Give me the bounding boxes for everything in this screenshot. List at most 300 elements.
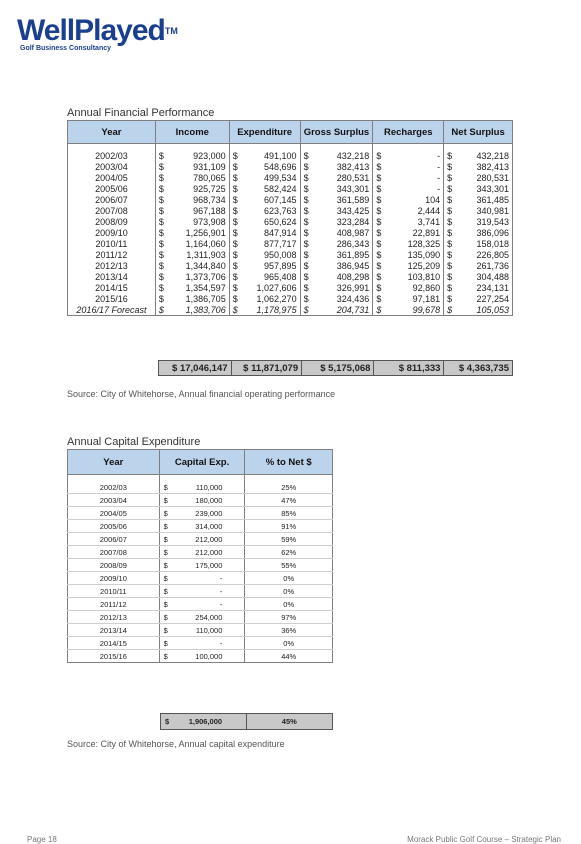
value-cell	[444, 150, 513, 161]
year-cell: 2007/08	[68, 546, 160, 559]
value-text: 382,413	[336, 161, 370, 172]
value-text: -	[437, 172, 441, 183]
value-text: 234,131	[476, 282, 509, 293]
value-text: 965,408	[264, 271, 297, 282]
value-cell	[373, 282, 444, 293]
value-text: 304,488	[476, 271, 509, 282]
logo-trademark: TM	[164, 26, 178, 36]
value-text: -	[437, 183, 441, 194]
table-row	[68, 161, 513, 172]
table-row	[68, 598, 333, 611]
table-row	[68, 637, 333, 650]
capital-value-cell	[159, 546, 245, 559]
value-text: 1,062,270	[256, 293, 297, 304]
currency-symbol: $	[447, 150, 453, 161]
percent-cell: 62%	[245, 546, 333, 559]
value-text: 408,298	[336, 271, 370, 282]
currency-symbol: $	[447, 227, 453, 238]
value-text: 432,218	[476, 150, 509, 161]
value-text: 968,734	[193, 194, 226, 205]
year-cell: 2010/11	[68, 238, 156, 249]
value-cell	[229, 205, 300, 216]
year-cell: 2004/05	[68, 507, 160, 520]
logo-wordmark: WellPlayed	[17, 14, 165, 47]
capital-total-amount: $ 1,906,000	[161, 714, 247, 730]
currency-symbol: $	[303, 271, 309, 282]
capital-value-cell	[159, 520, 245, 533]
capital-header-row	[68, 450, 333, 475]
capital-value-cell	[159, 494, 245, 507]
capital-value-cell	[159, 637, 245, 650]
value-cell	[229, 161, 300, 172]
value-cell	[444, 293, 513, 304]
currency-symbol: $	[303, 227, 309, 238]
value-cell	[300, 282, 373, 293]
value-cell	[373, 271, 444, 282]
currency-symbol: $	[158, 227, 164, 238]
capital-value-cell	[159, 559, 245, 572]
value-text: -	[437, 161, 441, 172]
capital-value-cell	[159, 533, 245, 546]
value-text: 340,981	[476, 205, 509, 216]
value-text: 135,090	[407, 249, 441, 260]
currency-symbol: $	[158, 150, 164, 161]
currency-symbol: $	[376, 216, 382, 227]
value-cell	[229, 271, 300, 282]
wellplayed-logo	[17, 16, 178, 52]
value-text: 104	[425, 194, 441, 205]
value-cell	[373, 293, 444, 304]
currency-symbol: $	[158, 249, 164, 260]
currency-symbol: $	[447, 216, 453, 227]
currency-symbol: $	[158, 282, 164, 293]
currency-symbol: $	[447, 205, 453, 216]
value-text: 1,178,975	[256, 304, 297, 315]
value-text: 1,386,705	[185, 293, 226, 304]
value-cell	[373, 205, 444, 216]
value-cell	[229, 282, 300, 293]
currency-symbol: $	[447, 183, 453, 194]
value-text: 280,531	[476, 172, 509, 183]
value-cell	[229, 194, 300, 205]
capital-value-cell	[159, 507, 245, 520]
capital-totals-row	[160, 713, 333, 730]
table-row	[68, 585, 333, 598]
value-text: 623,763	[264, 205, 297, 216]
value-text: -	[219, 586, 223, 596]
value-text: 100,000	[195, 651, 223, 661]
financial-totals-row	[158, 360, 513, 376]
currency-symbol: $	[163, 599, 168, 609]
currency-symbol: $	[163, 573, 168, 583]
currency-symbol: $	[303, 183, 309, 194]
value-cell	[373, 260, 444, 271]
column-header: Year	[68, 121, 156, 144]
value-cell	[155, 282, 229, 293]
value-text: 323,284	[336, 216, 370, 227]
value-text: 343,301	[336, 183, 370, 194]
percent-cell: 0%	[245, 637, 333, 650]
year-cell: 2009/10	[68, 227, 156, 238]
value-text: 110,000	[195, 625, 223, 635]
currency-symbol: $	[163, 560, 168, 570]
currency-symbol: $	[376, 238, 382, 249]
value-cell	[229, 293, 300, 304]
value-text: 432,218	[336, 150, 370, 161]
table-row	[68, 271, 513, 282]
value-text: 931,109	[193, 161, 226, 172]
value-text: 382,413	[476, 161, 509, 172]
currency-symbol: $	[376, 304, 382, 315]
total-cell: $ 5,175,068	[302, 361, 374, 376]
value-text: 1,311,903	[186, 249, 226, 260]
value-cell	[229, 249, 300, 260]
value-text: 239,000	[195, 508, 223, 518]
currency-symbol: $	[447, 304, 453, 315]
currency-symbol: $	[158, 216, 164, 227]
value-cell	[444, 249, 513, 260]
value-cell	[155, 216, 229, 227]
currency-symbol: $	[163, 651, 168, 661]
currency-symbol: $	[376, 282, 382, 293]
table-row	[68, 227, 513, 238]
value-cell	[155, 172, 229, 183]
document-title-footer: Morack Public Golf Course – Strategic Plan	[407, 835, 561, 844]
currency-symbol: $	[303, 172, 309, 183]
currency-symbol: $	[303, 161, 309, 172]
currency-symbol: $	[232, 293, 238, 304]
value-cell	[300, 161, 373, 172]
year-cell: 2002/03	[68, 150, 156, 161]
year-cell: 2003/04	[68, 494, 160, 507]
table-row	[68, 172, 513, 183]
value-cell	[300, 293, 373, 304]
currency-symbol: $	[303, 205, 309, 216]
currency-symbol: $	[447, 172, 453, 183]
year-cell: 2015/16	[68, 650, 160, 663]
table-row	[68, 150, 513, 161]
value-cell	[300, 183, 373, 194]
table-row	[68, 183, 513, 194]
column-header: Net Surplus	[444, 121, 513, 144]
value-text: -	[219, 599, 223, 609]
currency-symbol: $	[163, 495, 168, 505]
value-text: 103,810	[407, 271, 441, 282]
table-row	[68, 520, 333, 533]
year-cell: 2012/13	[68, 260, 156, 271]
currency-symbol: $	[303, 282, 309, 293]
currency-symbol: $	[376, 161, 382, 172]
value-text: 343,301	[476, 183, 509, 194]
table-row	[68, 611, 333, 624]
value-cell	[300, 238, 373, 249]
year-cell: 2009/10	[68, 572, 160, 585]
value-cell	[444, 216, 513, 227]
currency-symbol: $	[232, 238, 238, 249]
value-cell	[155, 271, 229, 282]
value-cell	[300, 205, 373, 216]
currency-symbol: $	[376, 172, 382, 183]
value-cell	[444, 260, 513, 271]
currency-symbol: $	[447, 194, 453, 205]
currency-symbol: $	[163, 638, 168, 648]
year-cell: 2005/06	[68, 183, 156, 194]
currency-symbol: $	[232, 183, 238, 194]
value-cell	[373, 238, 444, 249]
capital-value-cell	[159, 598, 245, 611]
value-text: 1,256,901	[185, 227, 226, 238]
currency-symbol: $	[447, 282, 453, 293]
year-cell: 2012/13	[68, 611, 160, 624]
value-text: 175,000	[195, 560, 223, 570]
currency-symbol: $	[158, 260, 164, 271]
currency-symbol: $	[163, 547, 168, 557]
currency-symbol: $	[303, 194, 309, 205]
currency-symbol: $	[232, 172, 238, 183]
year-cell: 2006/07	[68, 533, 160, 546]
value-text: 361,485	[476, 194, 509, 205]
value-cell	[373, 249, 444, 260]
table-row	[68, 282, 513, 293]
value-text: 3,741	[417, 216, 441, 227]
currency-symbol: $	[158, 194, 164, 205]
currency-symbol: $	[376, 227, 382, 238]
page-number: Page 18	[27, 835, 57, 844]
value-cell	[155, 238, 229, 249]
total-cell: $ 11,871,079	[231, 361, 302, 376]
value-text: 925,725	[193, 183, 226, 194]
year-cell: 2016/17 Forecast	[68, 304, 156, 316]
value-text: 105,053	[476, 304, 509, 315]
value-text: 967,188	[193, 205, 226, 216]
table-row	[68, 650, 333, 663]
value-cell	[155, 183, 229, 194]
percent-cell: 85%	[245, 507, 333, 520]
currency-symbol: $	[158, 238, 164, 249]
percent-cell: 59%	[245, 533, 333, 546]
table-row	[68, 624, 333, 637]
value-text: 361,589	[336, 194, 370, 205]
column-header: Recharges	[373, 121, 444, 144]
value-cell	[229, 304, 300, 316]
value-cell	[373, 227, 444, 238]
currency-symbol: $	[232, 260, 238, 271]
currency-symbol: $	[303, 304, 309, 315]
currency-symbol: $	[447, 238, 453, 249]
value-cell	[300, 194, 373, 205]
value-cell	[444, 227, 513, 238]
value-cell	[444, 205, 513, 216]
value-text: 180,000	[195, 495, 223, 505]
currency-symbol: $	[376, 205, 382, 216]
value-cell	[300, 172, 373, 183]
value-text: 319,543	[476, 216, 509, 227]
capital-value-cell	[159, 481, 245, 494]
year-cell: 2014/15	[68, 637, 160, 650]
total-cell: $ 4,363,735	[444, 361, 513, 376]
financial-performance-table	[67, 120, 513, 316]
currency-symbol: $	[163, 508, 168, 518]
value-cell	[444, 271, 513, 282]
value-cell	[229, 183, 300, 194]
value-cell	[444, 161, 513, 172]
column-header: % to Net $	[245, 450, 333, 475]
currency-symbol: $	[163, 521, 168, 531]
value-cell	[300, 150, 373, 161]
value-text: 158,018	[476, 238, 509, 249]
year-cell: 2013/14	[68, 271, 156, 282]
value-text: 957,895	[264, 260, 297, 271]
percent-cell: 0%	[245, 572, 333, 585]
value-text: 261,736	[476, 260, 509, 271]
value-text: 650,624	[264, 216, 297, 227]
column-header: Gross Surplus	[300, 121, 373, 144]
value-cell	[373, 216, 444, 227]
total-cell: $ 17,046,147	[159, 361, 232, 376]
value-text: 226,805	[476, 249, 509, 260]
currency-symbol: $	[232, 271, 238, 282]
currency-symbol: $	[303, 238, 309, 249]
value-cell	[229, 227, 300, 238]
value-cell	[444, 282, 513, 293]
table-row	[68, 533, 333, 546]
currency-symbol: $	[376, 260, 382, 271]
table-row	[68, 194, 513, 205]
table-row	[68, 249, 513, 260]
currency-symbol: $	[163, 586, 168, 596]
value-text: 2,444	[417, 205, 441, 216]
percent-cell: 91%	[245, 520, 333, 533]
value-cell	[300, 304, 373, 316]
currency-symbol: $	[376, 293, 382, 304]
logo-tagline: Golf Business Consultancy	[20, 45, 112, 52]
currency-symbol: $	[303, 249, 309, 260]
currency-symbol: $	[232, 304, 238, 315]
value-text: 254,000	[195, 612, 223, 622]
currency-symbol: $	[232, 216, 238, 227]
value-text: 847,914	[264, 227, 297, 238]
table-row	[68, 546, 333, 559]
value-cell	[229, 216, 300, 227]
column-header: Capital Exp.	[159, 450, 245, 475]
currency-symbol: $	[447, 293, 453, 304]
value-cell	[155, 260, 229, 271]
currency-symbol: $	[376, 194, 382, 205]
currency-symbol: $	[232, 282, 238, 293]
percent-cell: 25%	[245, 481, 333, 494]
year-cell: 2006/07	[68, 194, 156, 205]
value-cell	[300, 271, 373, 282]
currency-symbol: $	[232, 161, 238, 172]
year-cell: 2011/12	[68, 598, 160, 611]
value-text: 212,000	[195, 547, 223, 557]
column-header: Expenditure	[229, 121, 300, 144]
capital-value-cell	[159, 611, 245, 624]
value-text: 97,181	[412, 293, 441, 304]
table-row	[68, 216, 513, 227]
value-text: 22,891	[412, 227, 441, 238]
value-cell	[373, 304, 444, 316]
currency-symbol: $	[158, 161, 164, 172]
capital-expenditure-table	[67, 449, 333, 663]
value-text: 1,373,706	[185, 271, 226, 282]
value-cell	[444, 183, 513, 194]
table-row	[68, 572, 333, 585]
value-cell	[373, 183, 444, 194]
value-cell	[229, 172, 300, 183]
year-cell: 2008/09	[68, 216, 156, 227]
currency-symbol: $	[447, 249, 453, 260]
currency-symbol: $	[232, 150, 238, 161]
currency-symbol: $	[163, 534, 168, 544]
value-text: 110,000	[195, 482, 223, 492]
value-text: 361,895	[336, 249, 370, 260]
year-cell: 2007/08	[68, 205, 156, 216]
value-cell	[229, 260, 300, 271]
value-cell	[373, 172, 444, 183]
year-cell: 2014/15	[68, 282, 156, 293]
value-text: 286,343	[336, 238, 370, 249]
currency-symbol: $	[447, 161, 453, 172]
value-cell	[300, 216, 373, 227]
value-text: 1,164,060	[185, 238, 226, 249]
total-cell: $ 811,333	[374, 361, 444, 376]
capital-source-note: Source: City of Whitehorse, Annual capital expenditure	[67, 739, 285, 749]
year-cell: 2015/16	[68, 293, 156, 304]
value-text: 125,209	[407, 260, 441, 271]
percent-cell: 36%	[245, 624, 333, 637]
value-text: 326,991	[336, 282, 370, 293]
percent-cell: 0%	[245, 585, 333, 598]
value-text: 491,100	[264, 150, 297, 161]
year-cell: 2010/11	[68, 585, 160, 598]
value-cell	[155, 194, 229, 205]
value-text: 780,065	[193, 172, 226, 183]
year-cell: 2011/12	[68, 249, 156, 260]
table-row	[68, 559, 333, 572]
value-text: 128,325	[407, 238, 441, 249]
currency-symbol: $	[303, 216, 309, 227]
currency-symbol: $	[447, 260, 453, 271]
value-cell	[155, 227, 229, 238]
year-cell: 2005/06	[68, 520, 160, 533]
table-row	[68, 238, 513, 249]
column-header: Income	[155, 121, 229, 144]
currency-symbol: $	[376, 183, 382, 194]
value-text: 607,145	[264, 194, 297, 205]
value-text: 92,860	[412, 282, 441, 293]
value-cell	[444, 194, 513, 205]
value-text: 1,344,840	[185, 260, 226, 271]
percent-cell: 0%	[245, 598, 333, 611]
value-cell	[300, 227, 373, 238]
capital-title: Annual Capital Expenditure	[67, 436, 201, 448]
column-header: Year	[68, 450, 160, 475]
value-cell	[229, 150, 300, 161]
financial-source-note: Source: City of Whitehorse, Annual financial operating performance	[67, 389, 336, 399]
table-row	[68, 205, 513, 216]
currency-symbol: $	[158, 172, 164, 183]
value-text: 314,000	[195, 521, 223, 531]
value-cell	[155, 249, 229, 260]
capital-value-cell	[159, 624, 245, 637]
value-text: -	[437, 150, 441, 161]
value-text: -	[219, 638, 223, 648]
value-text: 1,383,706	[185, 304, 226, 315]
currency-symbol: $	[158, 293, 164, 304]
value-cell	[155, 161, 229, 172]
currency-symbol: $	[303, 260, 309, 271]
